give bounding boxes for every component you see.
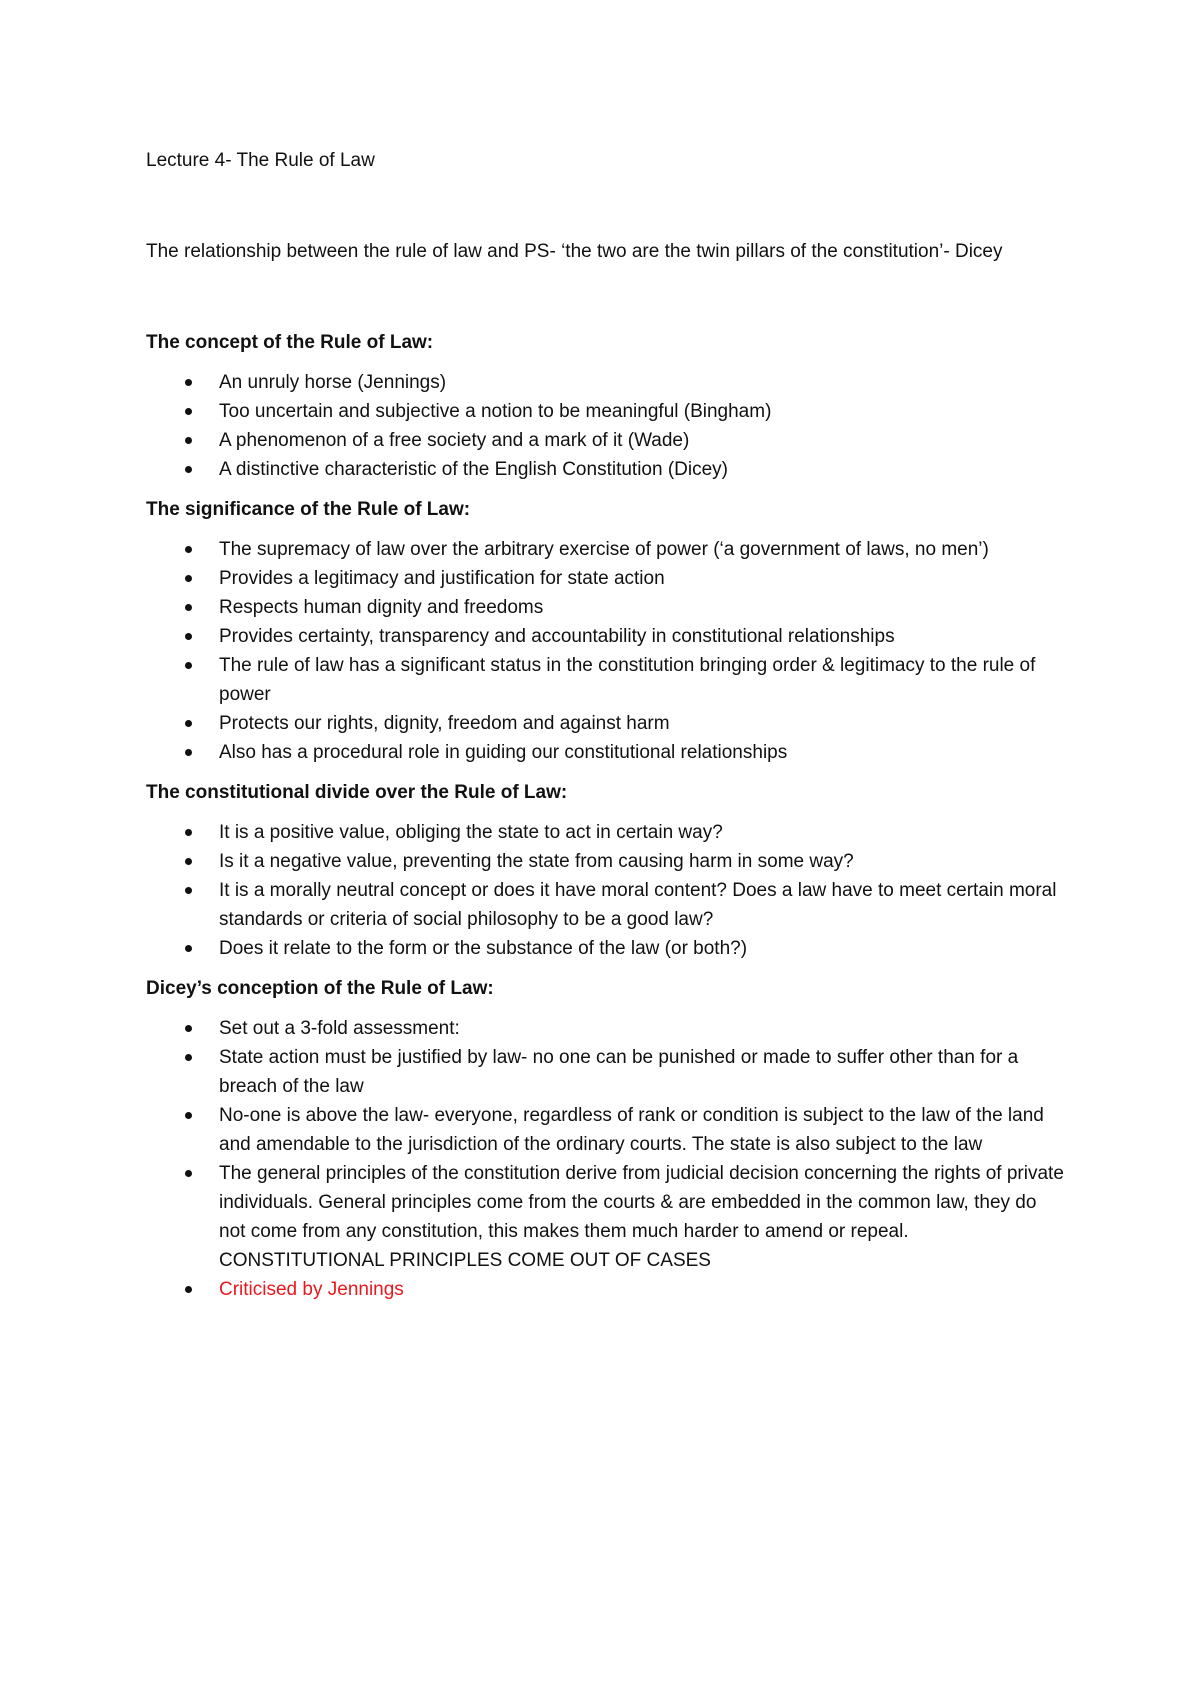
list-item: Too uncertain and subjective a notion to be meaningful (Bingham) xyxy=(146,397,1066,426)
list-item: Set out a 3-fold assessment: xyxy=(146,1014,1066,1043)
bullet-icon xyxy=(185,945,192,952)
bullet-icon xyxy=(185,437,192,444)
list-item-highlight: Criticised by Jennings xyxy=(146,1275,1066,1304)
bullet-icon xyxy=(185,1025,192,1032)
section-heading-divide: The constitutional divide over the Rule of Law: xyxy=(146,782,568,803)
list-item: A phenomenon of a free society and a mark of it (Wade) xyxy=(146,426,1066,455)
bullet-icon xyxy=(185,662,192,669)
list-item: No-one is above the law- everyone, regardless of rank or condition is subject to the law of the land and amendable to the jurisdiction of the ordinary courts. The state is also subject to the law xyxy=(146,1101,1066,1159)
list-item: The general principles of the constitution derive from judicial decision concerning the rights of private individuals. General principles come from the courts & are embedded in the common law, they do not come from any constitution, this makes them much harder to amend or repeal. CONSTITUTIONAL PRINCIPLES COME OUT OF CASES xyxy=(146,1159,1066,1275)
list-item: The rule of law has a significant status in the constitution bringing order & legitimacy to the rule of power xyxy=(146,651,1066,709)
bullet-icon xyxy=(185,1286,192,1293)
list-item: The supremacy of law over the arbitrary exercise of power (‘a government of laws, no men’) xyxy=(146,535,1066,564)
list-item: Does it relate to the form or the substance of the law (or both?) xyxy=(146,934,1066,963)
list-item: Respects human dignity and freedoms xyxy=(146,593,1066,622)
list-item: An unruly horse (Jennings) xyxy=(146,368,1066,397)
list-item: A distinctive characteristic of the English Constitution (Dicey) xyxy=(146,455,1066,484)
bullet-icon xyxy=(185,633,192,640)
bullet-icon xyxy=(185,575,192,582)
bullet-icon xyxy=(185,720,192,727)
section-heading-dicey: Dicey’s conception of the Rule of Law: xyxy=(146,978,494,999)
list-item: Is it a negative value, preventing the state from causing harm in some way? xyxy=(146,847,1066,876)
bullet-icon xyxy=(185,466,192,473)
bullet-icon xyxy=(185,379,192,386)
bullet-icon xyxy=(185,887,192,894)
bullet-icon xyxy=(185,1112,192,1119)
list-item: Protects our rights, dignity, freedom and against harm xyxy=(146,709,1066,738)
bullet-icon xyxy=(185,604,192,611)
list-item: Provides a legitimacy and justification for state action xyxy=(146,564,1066,593)
list-item: State action must be justified by law- no one can be punished or made to suffer other than for a breach of the law xyxy=(146,1043,1066,1101)
bullet-list-divide xyxy=(146,818,1066,963)
bullet-icon xyxy=(185,546,192,553)
bullet-list-dicey xyxy=(146,1014,1066,1304)
section-heading-significance: The significance of the Rule of Law: xyxy=(146,499,471,520)
bullet-icon xyxy=(185,1054,192,1061)
bullet-icon xyxy=(185,829,192,836)
list-item: Provides certainty, transparency and accountability in constitutional relationships xyxy=(146,622,1066,651)
bullet-icon xyxy=(185,1170,192,1177)
bullet-icon xyxy=(185,408,192,415)
bullet-list-significance xyxy=(146,535,1066,767)
bullet-icon xyxy=(185,749,192,756)
document-page xyxy=(146,146,1066,1315)
bullet-list-concept xyxy=(146,368,1066,484)
intro-paragraph: The relationship between the rule of law and PS- ‘the two are the twin pillars of the constitution’- Dicey xyxy=(146,241,1003,262)
list-item: It is a positive value, obliging the state to act in certain way? xyxy=(146,818,1066,847)
list-item: It is a morally neutral concept or does it have moral content? Does a law have to meet certain moral standards or criteria of social philosophy to be a good law? xyxy=(146,876,1066,934)
list-item: Also has a procedural role in guiding our constitutional relationships xyxy=(146,738,1066,767)
document-title: Lecture 4- The Rule of Law xyxy=(146,150,375,171)
section-heading-concept: The concept of the Rule of Law: xyxy=(146,332,434,353)
bullet-icon xyxy=(185,858,192,865)
